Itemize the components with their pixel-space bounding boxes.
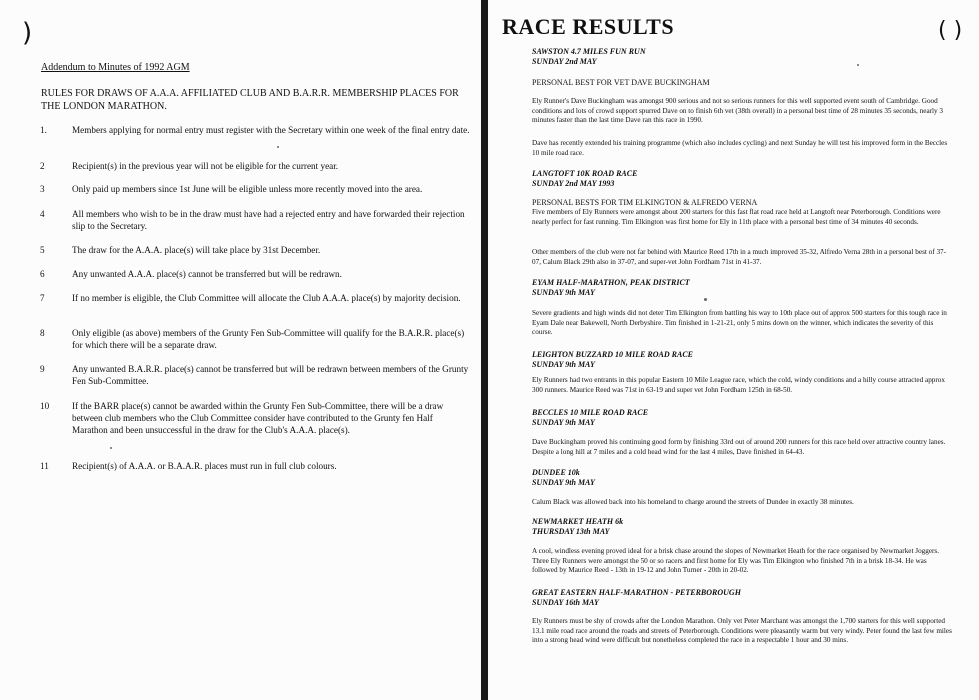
report-paragraph: Ely Runners had two entrants in this popular Eastern 10 Mile League race, which the cold, windy conditions and a hilly course attracted approx 300 runners. Maurice Reed was 71st in 63-19 and super vet John Fordham 125th in 68-50. <box>532 376 945 394</box>
event-headline: PERSONAL BESTS FOR TIM ELKINGTON & ALFREDO VERNA <box>532 198 758 207</box>
rule-number: 3 <box>40 184 45 194</box>
rule-text: The draw for the A.A.A. place(s) will take place by 31st December. <box>72 245 321 255</box>
rule-number: 1. <box>40 125 47 135</box>
report-paragraph: Severe gradients and high winds did not deter Tim Elkington from battling his way to 10th place out of approx 500 starters for this tough race in Eyam Dale near Bakewell, North Derbyshire. Tim finished in 1-21-21, only 5 mins down on the winner, which indicates the severity of this course. <box>532 309 947 337</box>
rule-text: Any unwanted A.A.A. place(s) cannot be transferred but will be redrawn. <box>72 269 342 279</box>
rule-text: If no member is eligible, the Club Committee will allocate the Club A.A.A. place(s) by majority decision. <box>72 293 461 303</box>
event-name: DUNDEE 10k <box>532 468 580 477</box>
event-dundee <box>532 468 950 488</box>
event-beccles <box>532 408 950 428</box>
addendum-heading: Addendum to Minutes of 1992 AGM <box>41 62 190 73</box>
rule-text: Members applying for normal entry must register with the Secretary within one week of the final entry date. <box>72 125 470 135</box>
event-date: SUNDAY 9th MAY <box>532 288 595 297</box>
scan-speck <box>110 447 112 449</box>
event-name: GREAT EASTERN HALF-MARATHON - PETERBOROUGH <box>532 588 741 597</box>
event-name: BECCLES 10 MILE ROAD RACE <box>532 408 649 417</box>
event-leighton-buzzard <box>532 350 950 370</box>
event-date: SUNDAY 9th MAY <box>532 418 595 427</box>
rule-number: 10 <box>40 401 50 411</box>
report-paragraph: Calum Black was allowed back into his homeland to charge around the streets of Dundee in exactly 38 minutes. <box>532 498 854 506</box>
event-date: THURSDAY 13th MAY <box>532 527 610 536</box>
rule-text: Recipient(s) of A.A.A. or B.A.A.R. places must run in full club colours. <box>72 461 337 471</box>
race-results-title: RACE RESULTS <box>502 14 675 39</box>
rule-number: 6 <box>40 269 45 279</box>
scan-speck <box>857 64 859 66</box>
rule-text: Recipient(s) in the previous year will not be eligible for the current year. <box>72 161 339 171</box>
event-great-eastern <box>532 588 950 608</box>
rule-number: 8 <box>40 328 45 338</box>
event-name: LANGTOFT 10K ROAD RACE <box>532 169 638 178</box>
rule-text: All members who wish to be in the draw must have had a rejected entry and have forwarded their rejection slip to the Secretary. <box>72 209 465 231</box>
rule-number: 2 <box>40 161 45 171</box>
event-eyam <box>532 278 950 298</box>
report-paragraph: Ely Runners must be shy of crowds after the London Marathon. Only vet Peter Marchant was amongst the 1,700 starters for this well supported 13.1 mile road race around the roads and streets of Peterborough. Conditions were pleasantly warm but very windy. Peter found the last few miles into a strong head wind were difficult but nonetheless completed the race in a respectable 1 hour and 30 mins. <box>532 617 952 645</box>
event-date: SUNDAY 2nd MAY 1993 <box>532 179 615 188</box>
rule-text: Any unwanted B.A.R.R. place(s) cannot be transferred but will be redrawn between members of the Grunty Fen Sub-Committee. <box>72 364 469 386</box>
scan-speck <box>704 298 707 301</box>
event-langtoft <box>532 169 950 189</box>
rule-text: If the BARR place(s) cannot be awarded within the Grunty Fen Sub-Committee, there will be a draw between club members who the Club Committee consider have contributed to the Grunty fen Half Marathon and been unsuccessful in the draw for the Club's A.A.A. place(s). <box>72 401 444 435</box>
binder-mark-left: ) <box>22 18 33 48</box>
binding-spine <box>481 0 488 700</box>
event-name: NEWMARKET HEATH 6k <box>532 517 624 526</box>
rule-number: 5 <box>40 245 45 255</box>
rules-title: RULES FOR DRAWS OF A.A.A. AFFILIATED CLUB AND B.A.R.R. MEMBERSHIP PLACES FOR THE LONDON MARATHON. <box>41 88 459 112</box>
event-name: LEIGHTON BUZZARD 10 MILE ROAD RACE <box>532 350 693 359</box>
report-paragraph: Five members of Ely Runners were amongst about 200 starters for this fast flat road race held at Langtoft near Peterborough. Conditions were nearly perfect for fast running. Tim Elkington was first home for Ely in 11th place with a personal best time of 34 minutes 40 seconds. <box>532 208 941 226</box>
report-paragraph: Other members of the club were not far behind with Maurice Reed 17th in a much improved 35-32, Alfredo Verna 28th in a personal best of 37-07, Calum Black 29th also in 37-07, and super-vet John Fordham 71st in 41-37. <box>532 248 947 266</box>
report-paragraph: Dave has recently extended his training programme (which also includes cycling) and next Sunday he will test his improved form in the Beccles 10 mile road race. <box>532 139 948 157</box>
event-date: SUNDAY 9th MAY <box>532 360 595 369</box>
rule-text: Only paid up members since 1st June will be eligible unless more recently moved into the area. <box>72 184 423 194</box>
rule-text: Only eligible (as above) members of the Grunty Fen Sub-Committee will qualify for the B.A.R.R. place(s) for which there will be a separate draw. <box>72 328 465 350</box>
binder-mark-right: ( ) <box>938 18 963 43</box>
rule-number: 4 <box>40 209 45 219</box>
event-newmarket <box>532 517 950 537</box>
event-headline: PERSONAL BEST FOR VET DAVE BUCKINGHAM <box>532 78 710 87</box>
rule-number: 7 <box>40 293 45 303</box>
event-date: SUNDAY 16th MAY <box>532 598 599 607</box>
scan-speck <box>277 146 279 148</box>
report-paragraph: Dave Buckingham proved his continuing good form by finishing 33rd out of around 200 runners for this race held over attractive country lanes. Despite a long hill at 7 miles and a cold head wind for the last 4 miles, Dave finished in 64-43. <box>532 438 946 456</box>
event-name: SAWSTON 4.7 MILES FUN RUN <box>532 47 646 56</box>
event-date: SUNDAY 9th MAY <box>532 478 595 487</box>
rule-number: 11 <box>40 461 49 471</box>
rule-number: 9 <box>40 364 45 374</box>
event-date: SUNDAY 2nd MAY <box>532 57 597 66</box>
event-sawston <box>532 47 950 67</box>
report-paragraph: Ely Runner's Dave Buckingham was amongst 900 serious and not so serious runners for this well supported event south of Cambridge. Good conditions and lots of crowd support spurred Dave on to finish 6th vet (38th overall) in a personal best time of 28 minutes 35 seconds, nearly 3 minutes faster than the last time Dave ran this race in 1990. <box>532 97 944 125</box>
event-name: EYAM HALF-MARATHON, PEAK DISTRICT <box>532 278 690 287</box>
report-paragraph: A cool, windless evening proved ideal for a brisk chase around the slopes of Newmarket Heath for the race organised by Newmarket Joggers. Three Ely Runners were amongst the 50 or so racers and first home for Ely was Tim Elkington who finished 7th in a brisk 18-34. He was followed by Maurice Reed - 13th in 19-12 and John Turner - 20th in 20-02. <box>532 547 940 575</box>
